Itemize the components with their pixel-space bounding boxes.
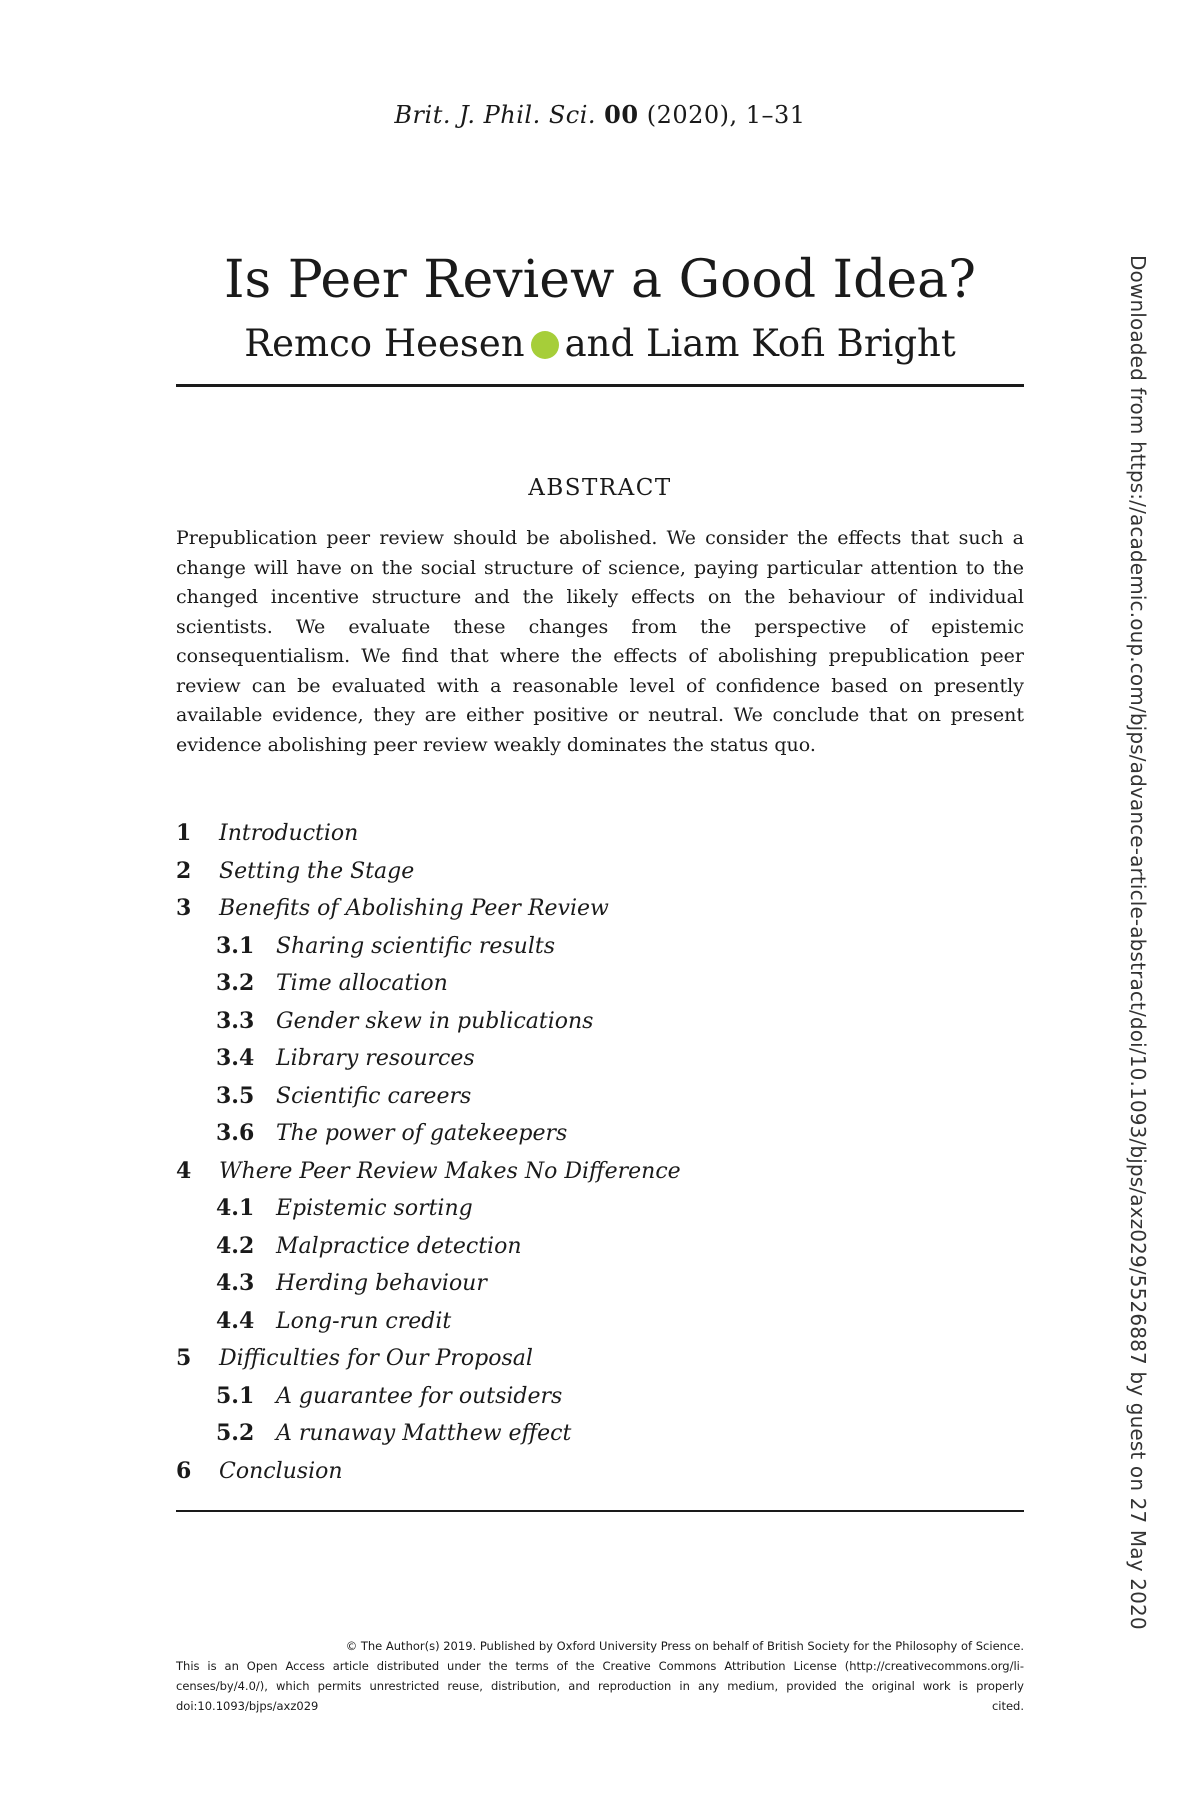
toc-title: Herding behaviour <box>276 1271 487 1296</box>
toc-number: 5 <box>176 1345 192 1371</box>
orcid-icon[interactable] <box>531 331 559 359</box>
toc-title: Setting the Stage <box>219 858 415 884</box>
title-rule <box>176 384 1024 387</box>
toc-title: Long-run credit <box>276 1308 452 1334</box>
running-head <box>0 100 1200 129</box>
toc-number: 3.6 <box>216 1120 255 1146</box>
toc-number: 4 <box>176 1157 192 1184</box>
journal-volume: 00 <box>604 100 639 129</box>
toc-title: Malpractice detection <box>276 1233 522 1259</box>
toc-subitem[interactable] <box>176 965 1024 1003</box>
toc-title: Conclusion <box>219 1458 343 1484</box>
toc-title: Introduction <box>219 821 359 846</box>
toc-subitem[interactable] <box>176 1228 1024 1266</box>
toc-rule <box>176 1510 1024 1512</box>
toc-item[interactable] <box>176 815 1024 853</box>
toc-number: 4.2 <box>216 1232 255 1259</box>
toc-number: 2 <box>176 857 192 884</box>
toc-number: 5.1 <box>216 1382 255 1409</box>
license-notice-end: cited. <box>991 1699 1024 1713</box>
toc-subitem[interactable] <box>176 1003 1024 1041</box>
copyright-footer <box>176 1636 1024 1716</box>
toc-subitem[interactable] <box>176 1303 1024 1341</box>
toc-subitem[interactable] <box>176 1415 1024 1453</box>
toc-subitem[interactable] <box>176 1378 1024 1416</box>
footer-last-line <box>176 1696 1024 1716</box>
toc-number: 6 <box>176 1457 192 1484</box>
author-first: Remco Heesen <box>244 322 525 365</box>
toc-item[interactable] <box>176 1340 1024 1378</box>
toc-title: Epistemic sorting <box>276 1196 473 1221</box>
abstract-heading: ABSTRACT <box>528 475 672 501</box>
toc-subitem[interactable] <box>176 1115 1024 1153</box>
toc-title: The power of gatekeepers <box>276 1121 568 1146</box>
toc-subitem[interactable] <box>176 1040 1024 1078</box>
table-of-contents <box>176 815 1024 1490</box>
toc-title: Difficulties for Our Proposal <box>219 1346 533 1371</box>
license-notice-line: censes/by/4.0/), which permits unrestricted reuse, distribution, and reproduction in any medium, provided the original work is properly <box>176 1679 1024 1693</box>
copyright-notice: © The Author(s) 2019. Published by Oxford University Press on behalf of British Society for the Philosophy of Science. <box>345 1639 1024 1653</box>
journal-name: Brit. J. Phil. Sci. <box>394 101 597 129</box>
toc-title: Library resources <box>276 1046 475 1071</box>
toc-item[interactable] <box>176 1453 1024 1491</box>
toc-number: 3.1 <box>216 932 255 959</box>
abstract-text: Prepublication peer review should be abolished. We consider the effects that such a change will have on the social structure of science, paying particular attention to the changed incentive structure and the likely effects on the behaviour of individual scientists. We evaluate these changes from the perspective of epistemic consequentialism. We find that where the effects of abolishing prepublication peer review can be evaluated with a reasonable level of confidence based on presently available evidence, they are either positive or neutral. We conclude that on present evidence abolishing peer review weakly dominates the status quo. <box>176 527 1024 756</box>
toc-number: 4.3 <box>216 1270 255 1296</box>
toc-number: 3 <box>176 895 192 921</box>
author-rest: and Liam Kofi Bright <box>564 322 956 365</box>
license-notice-line: This is an Open Access article distributed under the terms of the Creative Commons Attribution License (http://creativecommons.org/li- <box>176 1659 1024 1673</box>
toc-number: 3.5 <box>216 1082 255 1109</box>
toc-title: Where Peer Review Makes No Difference <box>219 1158 681 1184</box>
author-line <box>175 322 1025 366</box>
toc-number: 3.3 <box>216 1007 255 1034</box>
toc-item[interactable] <box>176 1153 1024 1191</box>
toc-subitem[interactable] <box>176 1265 1024 1303</box>
toc-subitem[interactable] <box>176 1190 1024 1228</box>
toc-number: 4.4 <box>216 1307 255 1334</box>
toc-subitem[interactable] <box>176 1078 1024 1116</box>
toc-number: 3.4 <box>216 1045 255 1071</box>
doi-link[interactable]: doi:10.1093/bjps/axz029 <box>176 1699 319 1713</box>
download-stamp: Downloaded from https://academic.oup.com/bjps/advance-article-abstract/doi/10.1093/bjps/axz029/5526887 by guest on 27 May 2020 <box>1126 255 1150 1630</box>
toc-item[interactable] <box>176 890 1024 928</box>
toc-title: Scientific careers <box>276 1083 472 1109</box>
journal-year-pages: (2020), 1–31 <box>638 101 806 129</box>
toc-number: 3.2 <box>216 970 255 996</box>
toc-title: Gender skew in publications <box>276 1008 594 1034</box>
toc-title: Sharing scientific results <box>276 933 556 959</box>
toc-number: 5.2 <box>216 1420 255 1446</box>
toc-subitem[interactable] <box>176 928 1024 966</box>
toc-title: A guarantee for outsiders <box>276 1383 563 1409</box>
toc-number: 4.1 <box>216 1195 255 1221</box>
article-title: Is Peer Review a Good Idea? <box>223 250 977 310</box>
toc-item[interactable] <box>176 853 1024 891</box>
toc-title: Time allocation <box>276 971 448 996</box>
toc-title: A runaway Matthew effect <box>276 1421 572 1446</box>
toc-number: 1 <box>176 820 192 846</box>
toc-title: Benefits of Abolishing Peer Review <box>219 896 609 921</box>
